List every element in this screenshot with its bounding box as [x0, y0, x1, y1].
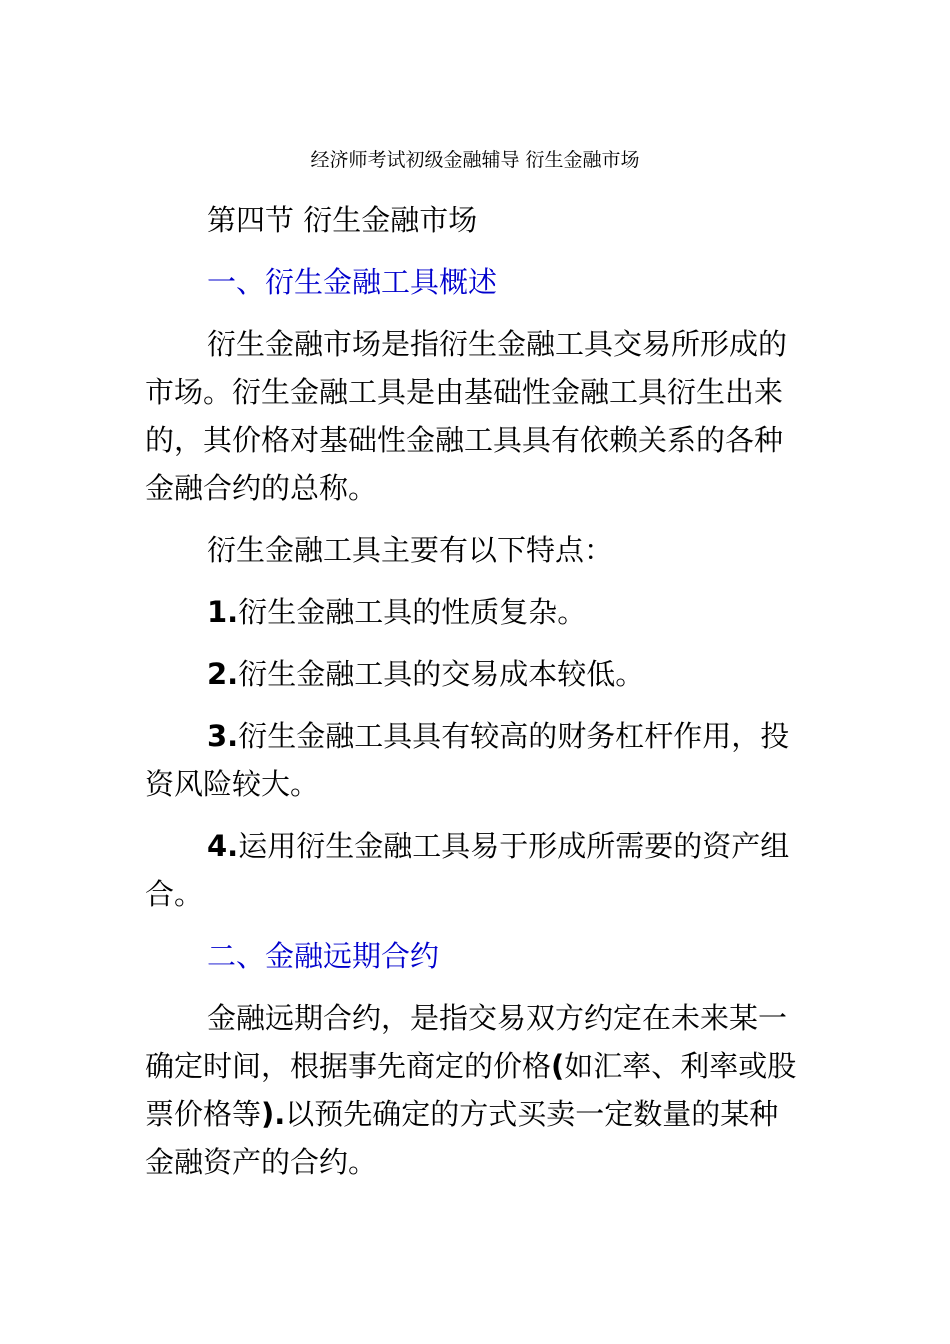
paragraph-definition: 衍生金融市场是指衍生金融工具交易所形成的市场。衍生金融工具是由基础性金融工具衍生出来的，其价格对基础性金融工具具有依赖关系的各种金融合约的总称。 — [145, 327, 788, 505]
paren-open: ( — [551, 1049, 565, 1083]
feature-item-3 — [145, 712, 805, 808]
feature-number: 1. — [207, 595, 239, 629]
feature-number: 3. — [207, 719, 239, 753]
feature-number: 2. — [207, 657, 239, 691]
feature-text: 运用衍生金融工具易于形成所需要的资产组合。 — [145, 829, 790, 911]
feature-text: 衍生金融工具的交易成本较低。 — [238, 657, 645, 691]
feature-text: 衍生金融工具具有较高的财务杠杆作用，投资风险较大。 — [145, 719, 790, 801]
paragraph-forward-definition — [145, 994, 805, 1186]
paren-close: ). — [261, 1097, 286, 1131]
feature-item-2 — [145, 650, 805, 698]
feature-item-1 — [145, 588, 805, 636]
forward-text-part3: 以预先确定的方式买卖一定数量的某种金融资产的合约。 — [145, 1097, 779, 1179]
heading-derivative-overview: 一、衍生金融工具概述 — [207, 265, 498, 299]
page-header: 经济师考试初级金融辅导 衍生金融市场 — [310, 149, 640, 171]
paragraph-features-intro: 衍生金融工具主要有以下特点： — [207, 533, 614, 567]
document-body — [145, 196, 805, 1200]
forward-text-part2: 如汇率、利率或股票价格等 — [145, 1049, 797, 1131]
section-title: 第四节 衍生金融市场 — [207, 203, 478, 237]
feature-number: 4. — [207, 829, 239, 863]
forward-text-part1: 金融远期合约，是指交易双方约定在未来某一确定时间，根据事先商定的价格 — [145, 1001, 788, 1083]
heading-forward-contract: 二、金融远期合约 — [207, 939, 440, 973]
feature-item-4 — [145, 822, 805, 918]
feature-text: 衍生金融工具的性质复杂。 — [238, 595, 587, 629]
